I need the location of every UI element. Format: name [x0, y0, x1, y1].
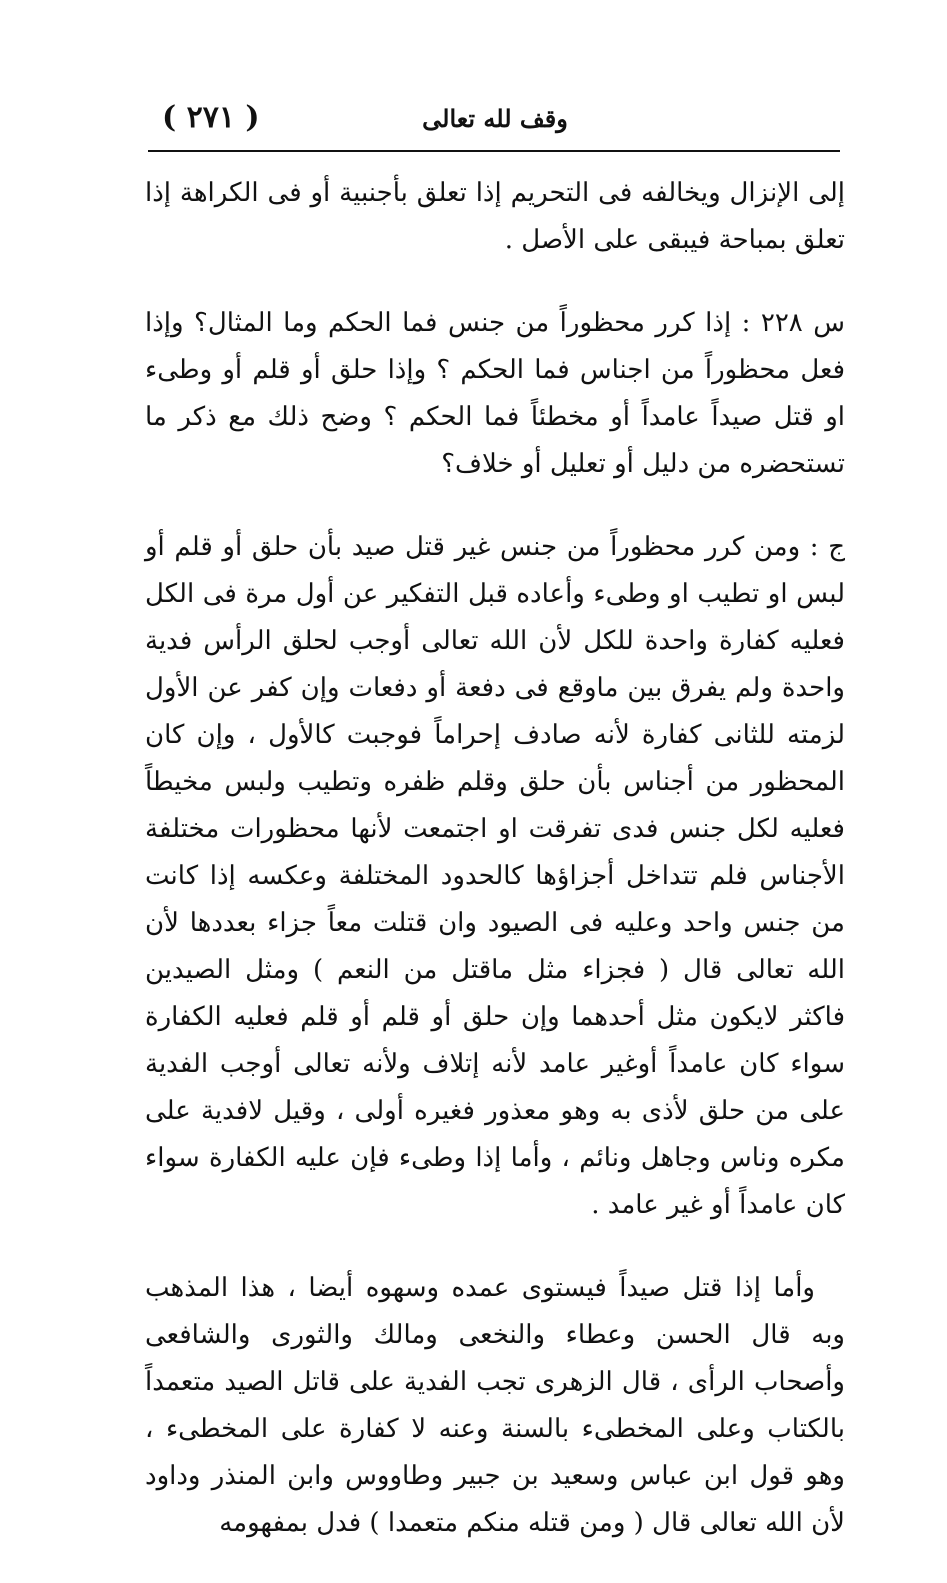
page-number: ( ٢٧١ ): [162, 100, 260, 135]
paragraph-question: س ٢٢٨ : إذا كرر محظوراً من جنس فما الحكم وما المثال؟ وإذا فعل محظوراً من اجناس فما الحكم ؟ وإذا حلق أو قلم أو وطىء او قتل صيداً عامداً أو مخطئاً فما الحكم ؟ وضح ذلك مع ذكر ما تستحضره من دليل أو تعليل أو خلاف؟: [145, 308, 845, 479]
page-header: [150, 100, 840, 144]
header-rule: [148, 150, 840, 152]
paragraph-answer: ج : ومن كرر محظوراً من جنس غير قتل صيد بأن حلق أو قلم أو لبس او تطيب او وطىء وأعاده قبل التفكير عن أول مرة فى الكل فعليه كفارة واحدة للكل لأن الله تعالى أوجب لحلق الرأس فدية واحدة ولم يفرق بين ماوقع فى دفعة أو دفعات وإن كفر عن الأول لزمته للثانى كفارة لأنه صادف إحراماً فوجبت كالأول ، وإن كان المحظور من أجناس بأن حلق وقلم ظفره وتطيب ولبس مخيطاً فعليه لكل جنس فدى تفرقت او اجتمعت لأنها محظورات مختلفة الأجناس فلم تتداخل أجزاؤها كالحدود المختلفة وعكسه إذا كانت من جنس واحد وعليه فى الصيود وان قتلت معاً جزاء بعددها لأن الله تعالى قال ( فجزاء مثل ماقتل من النعم ) ومثل الصيدين فاكثر لايكون مثل أحدهما وإن حلق أو قلم أو قلم فعليه الكفارة سواء كان عامداً أوغير عامد لأنه إتلاف ولأنه تعالى أوجب الفدية على من حلق لأذى به وهو معذور فغيره أولى ، وقيل لافدية على مكره وناس وجاهل ونائم ، وأما إذا وطىء فإن عليه الكفارة سواء كان عامداً أو غير عامد .: [145, 532, 845, 1220]
page-body: [145, 170, 845, 1583]
paragraph-discussion: وأما إذا قتل صيداً فيستوى عمده وسهوه أيضا ، هذا المذهب وبه قال الحسن وعطاء والنخعى ومالك والثورى والشافعى وأصحاب الرأى ، قال الزهرى تجب الفدية على قاتل الصيد متعمداً بالكتاب وعلى المخطىء بالسنة وعنه لا كفارة على المخطىء ، وهو قول ابن عباس وسعيد بن جبير وطاووس وابن المنذر وداود لأن الله تعالى قال ( ومن قتله منكم متعمدا ) فدل بمفهومه: [145, 1273, 845, 1538]
running-title: وقف لله تعالى: [422, 104, 568, 133]
paragraph-continuation: إلى الإنزال ويخالفه فى التحريم إذا تعلق بأجنبية أو فى الكراهة إذا تعلق بمباحة فيبقى على الأصل .: [145, 178, 845, 255]
